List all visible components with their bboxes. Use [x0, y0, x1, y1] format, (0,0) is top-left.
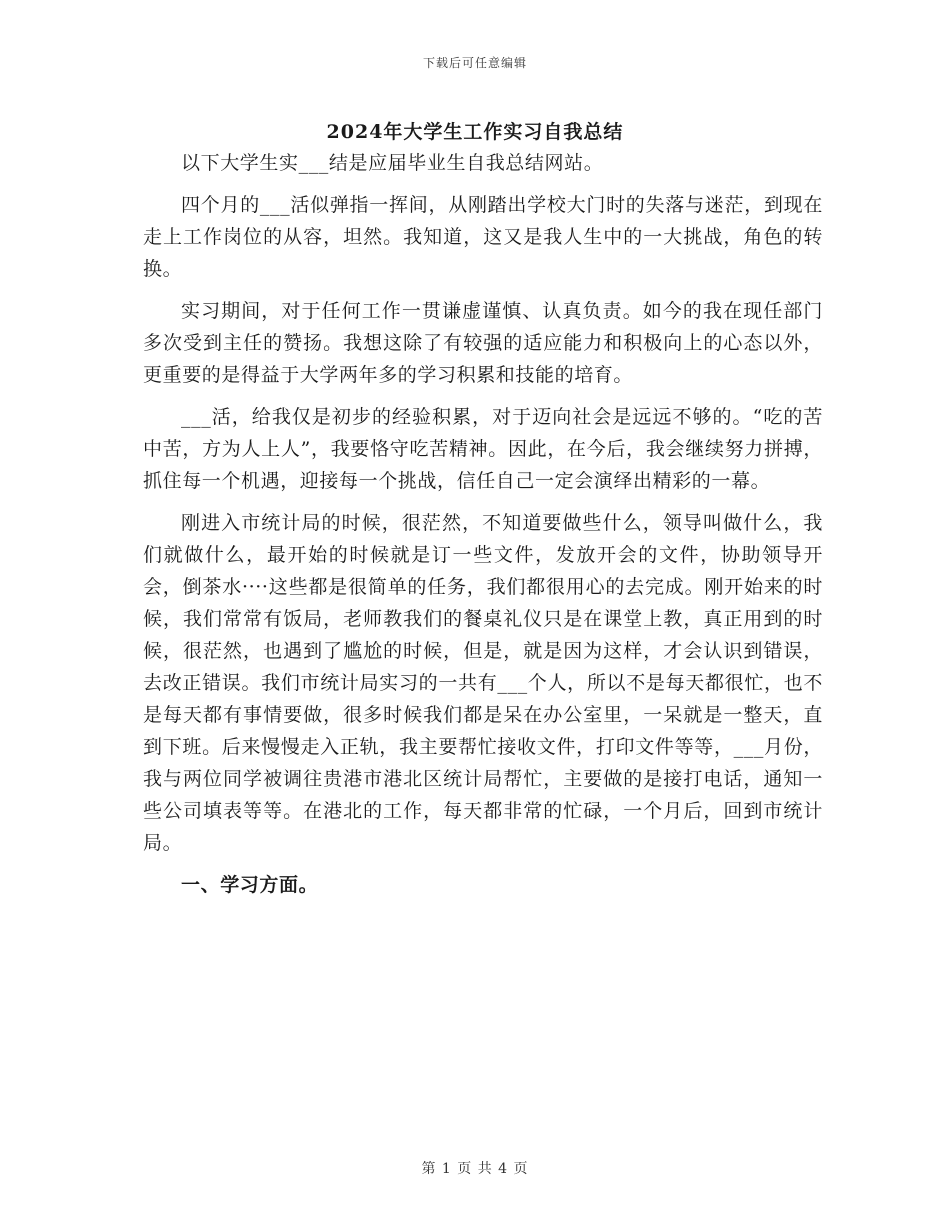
- paragraph-four-months: 四个月的___活似弹指一挥间，从刚踏出学校大门时的失落与迷茫，到现在走上工作岗位的从容，坦然。我知道，这又是我人生中的一大挑战，角色的转换。: [143, 194, 823, 280]
- paragraph-statistics-bureau: 刚进入市统计局的时候，很茫然，不知道要做些什么，领导叫做什么，我们就做什么，最开始的时候就是订一些文件，发放开会的文件，协助领导开会，倒茶水····这些都是很简单的任务，我们都很用心的去完成。刚开始来的时候，我们常常有饭局，老师教我们的餐桌礼仪只是在课堂上教，真正用到的时候，很茫然，也遇到了尴尬的时候，但是，就是因为这样，才会认识到错误，去改正错误。我们市统计局实习的一共有___个人，所以不是每天都很忙，也不是每天都有事情要做，很多时候我们都是呆在办公室里，一呆就是一整天，直到下班。后来慢慢走入正轨，我主要帮忙接收文件，打印文件等等，___月份，我与两位同学被调往贵港市港北区统计局帮忙，主要做的是接打电话，通知一些公司填表等等。在港北的工作，每天都非常的忙碌，一个月后，回到市统计局。: [143, 512, 823, 854]
- document-body: [143, 147, 823, 911]
- paragraph-internship-attitude: 实习期间，对于任何工作一贯谦虚谨慎、认真负责。如今的我在现任部门多次受到主任的赞扬。我想这除了有较强的适应能力和积极向上的心态以外，更重要的是得益于大学两年多的学习积累和技能的培育。: [143, 300, 823, 386]
- page-header-note: 下载后可任意编辑: [422, 56, 527, 70]
- paragraph-intro: 以下大学生实___结是应届毕业生自我总结网站。: [181, 152, 604, 174]
- page-number-footer: 第 1 页 共 4 页: [421, 1161, 529, 1177]
- paragraph-experience: ___活，给我仅是初步的经验积累，对于迈向社会是远远不够的。“吃的苦中苦，方为人上人”，我要恪守吃苦精神。因此，在今后，我会继续努力拼搏，抓住每一个机遇，迎接每一个挑战，信任自己一定会演绎出精彩的一幕。: [143, 406, 823, 492]
- document-title: 2024年大学生工作实习自我总结: [326, 121, 624, 143]
- section-heading-study: 一、学习方面。: [181, 874, 319, 896]
